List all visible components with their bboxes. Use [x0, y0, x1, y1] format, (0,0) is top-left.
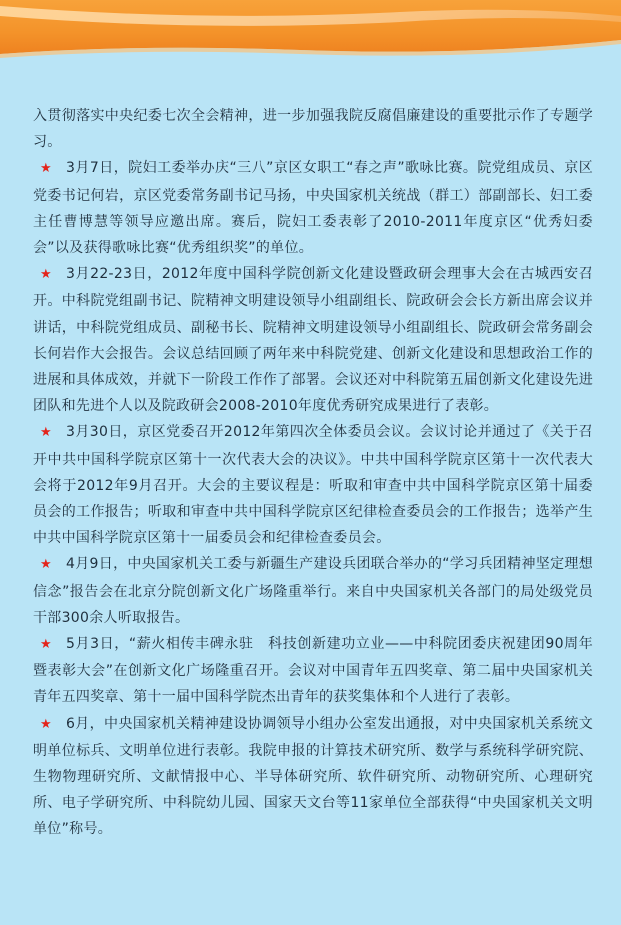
news-paragraph — [33, 103, 593, 155]
orange-wave-graphic — [0, 0, 621, 58]
news-paragraph — [33, 419, 593, 551]
paragraph-text: 6月，中央国家机关精神建设协调领导小组办公室发出通报，对中央国家机关系统文明单位标兵、文明单位进行表彰。我院申报的计算技术研究所、数学与系统科学研究院、生物物理研究所、文献情报中心、半导体研究所、软件研究所、动物研究所、心理研究所、电子学研究所、中科院幼儿园、国家天文台等11家单位全部获得“中央国家机关文明单位”称号。 — [33, 715, 593, 838]
paragraph-text: 5月3日，“薪火相传丰碑永驻 科技创新建功立业——中科院团委庆祝建团90周年暨表彰大会”在创新文化广场隆重召开。会议对中国青年五四奖章、第二届中央国家机关青年五四奖章、第十一届中国科学院杰出青年的获奖集体和个人进行了表彰。 — [33, 636, 593, 706]
red-star-icon: ★ — [40, 161, 52, 177]
paragraph-text: 3月30日，京区党委召开2012年第四次全体委员会议。会议讨论并通过了《关于召开中共中国科学院京区第十一次代表大会的决议》。中共中国科学院京区第十一次代表大会将于2012年9月召开。大会的主要议程是：听取和审查中共中国科学院京区第十届委员会的工作报告；听取和审查中共中国科学院京区纪律检查委员会的工作报告；选举产生中共中国科学院京区第十一届委员会和纪律检查委员会。 — [33, 424, 593, 547]
paragraph-text: 入贯彻落实中央纪委七次全会精神，进一步加强我院反腐倡廉建设的重要批示作了专题学习。 — [33, 108, 593, 151]
news-paragraph — [33, 261, 593, 419]
red-star-icon: ★ — [40, 425, 52, 441]
paragraph-text: 3月7日，院妇工委举办庆“三八”京区女职工“春之声”歌咏比赛。院党组成员、京区党委书记何岩，京区党委常务副书记马扬，中央国家机关统战（群工）部副部长、妇工委主任曹博慧等领导应邀出席。赛后，院妇工委表彰了2010-2011年度京区“优秀妇委会”以及获得歌咏比赛“优秀组织奖”的单位。 — [33, 160, 593, 257]
news-paragraph — [33, 551, 593, 631]
top-decorative-band — [0, 0, 621, 58]
red-star-icon: ★ — [40, 557, 52, 573]
paragraph-text: 3月22-23日，2012年度中国科学院创新文化建设暨政研会理事大会在古城西安召开。中科院党组副书记、院精神文明建设领导小组副组长、院政研会会长方新出席会议并讲话，中科院党组成员、副秘书长、院精神文明建设领导小组副组长、院政研会常务副会长何岩作大会报告。会议总结回顾了两年来中科院党建、创新文化建设和思想政治工作的进展和具体成效，并就下一阶段工作作了部署。会议还对中科院第五届创新文化建设先进团队和先进个人以及院政研会2008-2010年度优秀研究成果进行了表彰。 — [33, 266, 593, 415]
red-star-icon: ★ — [40, 716, 52, 732]
red-star-icon: ★ — [40, 637, 52, 653]
article-body — [33, 103, 593, 843]
red-star-icon: ★ — [40, 267, 52, 283]
paragraph-text: 4月9日，中央国家机关工委与新疆生产建设兵团联合举办的“学习兵团精神坚定理想信念”报告会在北京分院创新文化广场隆重举行。来自中央国家机关各部门的局处级党员干部300余人听取报告。 — [33, 556, 593, 626]
news-paragraph — [33, 631, 593, 711]
news-paragraph — [33, 711, 593, 843]
news-paragraph — [33, 155, 593, 261]
